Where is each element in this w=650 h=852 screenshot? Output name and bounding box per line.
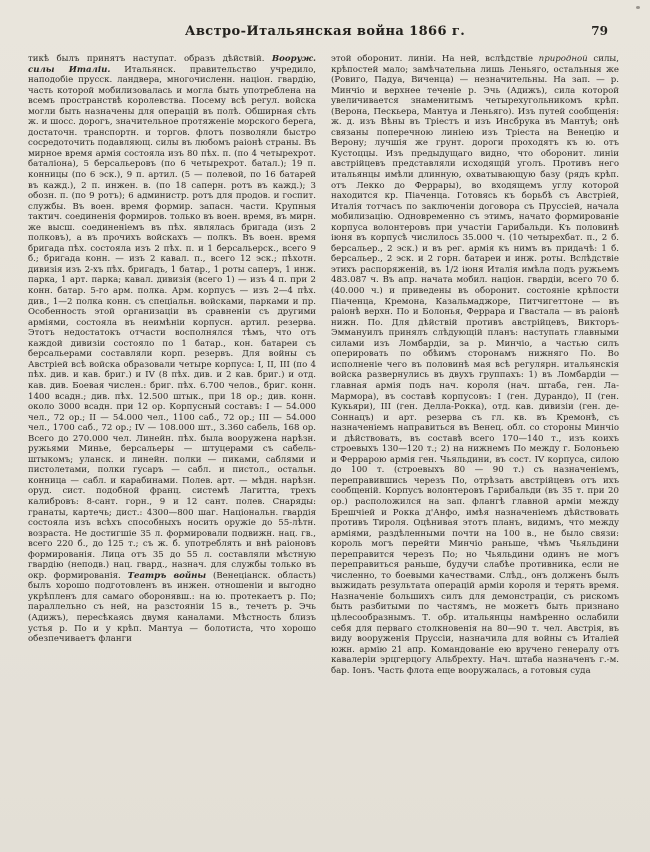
article-body: [0, 50, 650, 842]
text-run: тикѣ былъ принятъ наступат. образъ дѣйствій.: [28, 54, 272, 64]
column-text: [28, 54, 316, 645]
page-header: [0, 0, 650, 50]
page-number: 79: [591, 24, 608, 38]
text-run: (Венеціанск. область) былъ хорошо подготовленъ въ инжен. отношеніи и выгодно укрѣпленъ для самаго оборонявш.: на ю. протекаетъ р. По; параллельно съ ней, на разстояніи 15 в., течетъ р. Эчь (Адижъ), пересѣкаясь двумя каналами. Мѣстность близъ устья р. По и у крѣп. Мантуа — болотиста, что хорошо обезпечиваетъ фланги: [28, 570, 316, 645]
text-run: природной: [538, 54, 588, 64]
column-text: [331, 54, 619, 676]
left-column: [28, 54, 316, 842]
text-run: Вооруж. силы Италіи.: [28, 54, 316, 75]
text-run: этой оборонит. линіи. На ней, вслѣдствіе: [331, 54, 539, 64]
text-run: Театръ войны: [127, 570, 207, 581]
text-run: силы, крѣпостей мало; замѣчательна лишь Леньяго, остальныя же (Ровиго, Падуа, Виченца) — незначительны. На зап. — р. Минчіо и верхнее теченіе р. Эчь (Адижъ), сила которой увеличивается знаменитымъ четырехугольникомъ крѣп. (Верона, Пескьера, Мантуа и Леньяго). Изъ путей сообщенія: ж. д. изъ Вѣны въ Тріестъ и изъ Инсбрука въ Мантуѣ; онѣ связаны поперечною линіею изъ Тріеста на Венецію и Верону; лучшія же грунт. дороги проходятъ къ ю. отъ Кустоццы. Изъ предыдущаго видно, что оборонит. линіи австрійцевъ представляли исходящій уголъ. Противъ него итальянцы имѣли длинную, охватывающую базу (рядъ крѣп. отъ Лекко до Феррары), во входящемъ углу которой находится кр. Піаченца. Готовясь къ борьбѣ съ Австріей, Италія тотчасъ по заключеніи договора съ Пруссіей, начала мобилизацію. Одновременно съ этимъ, начато формированіе корпуса волонтеровъ при участіи Гарибальди. Къ половинѣ іюня въ корпусѣ числилось 35.000 ч. (10 четырехбат. п., 2 б. берсальер., 2 эск.) и въ рег. армія къ нимъ въ придачѣ: 1 б. берсальер., 2 эск. и 2 горн. батареи и инж. роты. Вслѣдствіе этихъ распоряженій, въ 1/2 іюня Италія имѣла подъ ружьемъ 483.087 ч. Въ апр. начата мобил. націон. гвардіи, всего 70 б. (40.000 ч.) и приведены въ оборонит. состояніе крѣпости Піаченца, Кремона, Казальмаджоре, Питчигеттоне — въ раіонѣ верхн. По и Болонья, Феррара и Гвастала — въ раіонѣ нижн. По. Для дѣйствій противъ австрійцевъ, Викторъ-Эммануилъ принялъ слѣдующій планъ: наступать главными силами изъ Ломбардіи, за р. Минчіо, а частью силъ оперировать по обѣимъ сторонамъ нижняго По. Во исполненіе чего въ половинѣ мая всѣ регулярн. итальянскія войска развернулись въ двухъ группахъ: 1) въ Ломбардіи — главная армія подъ нач. короля (нач. штаба, ген. Ла-Мармора), въ составѣ корпусовъ: I (ген. Дурандо), II (ген. Кукьяри), III (ген. Делла-Рокка), отд. кав. дивизіи (ген. де-Соннацъ) и арт. резерва съ гл. кв. въ Кремонѣ, съ назначеніемъ направиться въ Венец. обл. со стороны Минчіо и дѣйствовать, въ составѣ всего 170—140 т., изъ коихъ строевыхъ 130—120 т.; 2) на нижнемъ По между г. Болоньею и Феррарою армія ген. Чьяльдини, въ сост. IV корпуса, силою до 100 т. (строевыхъ 80 — 90 т.) съ назначеніемъ, переправившись черезъ По, отрѣзать австрійцевъ отъ ихъ сообщеній. Корпусъ волонтеровъ Гарибальди (въ 35 т. при 20 ор.) расположился на зап. флангѣ главной арміи между Брешчіей и Рокка д'Анфо, имѣя назначеніемъ дѣйствовать противъ Тироля. Оцѣнивая этотъ планъ, видимъ, что между арміями, раздѣленными почти на 100 в., не было связи: король могъ перейти Минчіо раньше, чѣмъ Чьяльдини переправится черезъ По; но Чьяльдини одинъ не могъ переправиться раньше, будучи слабѣе противника, если не численно, то боевыми качествами. Слѣд., онъ долженъ былъ выжидать результата операцій арміи короля и терять время. Назначеніе большихъ силъ для демонстраціи, съ рискомъ быть разбитыми по частямъ, не можетъ быть признано цѣлесообразнымъ. Т. обр. итальянцы намѣренно ослабили себя для перваго столкновенія на 80—90 т. чел. Австрія, въ виду вооруженія Пруссіи, назначила для войны съ Италіей южн. армію 21 апр. Командованіе ею вручено генералу отъ кавалеріи эрцгерцогу Альбрехту. Нач. штаба назначенъ г.-м. бар. Іонъ. Часть флота еще вооружалась, а готовыя суда: [331, 54, 619, 676]
running-title: Австро-Итальянская война 1866 г.: [184, 24, 466, 39]
right-column: [331, 54, 619, 842]
text-run: Итальянск. правительство учредило, наподобіе прусск. ландвера, многочисленн. націон. гвардію, часть которой мобилизовалась и могла быть употреблена на всемъ пространствѣ королевства. Посему всѣ регул. войска могли быть назначены для операцій въ полѣ. Обширная сѣть ж. и шосс. дорогъ, значительное протяженіе морского берега, достаточн. транспортн. и торгов. флотъ позволяли быстро сосредоточить подавляющ. силы въ любомъ раіонѣ страны. Въ мирное время армія состояла изъ 80 пѣх. п. (по 4 четырехрот. баталіона), 5 берсальеровъ (по 6 четырехрот. батал.); 19 п. конницы (по 6 эск.), 9 п. артил. (5 — полевой, по 16 батарей въ кажд.), 2 п. инжен. в. (по 18 саперн. ротъ въ кажд.); 3 обозн. п. (по 9 ротъ); 6 администр. ротъ для продов. и госпит. службы. Въ воен. время формир. запасн. части. Крупныя тактич. соединенія формиров. только въ воен. время, въ мирн. же высш. соединеніемъ въ пѣх. являлась бригада (изъ 2 полковъ), а въ прочихъ войскахъ — полкъ. Въ воен. время бригада пѣх. состояла изъ 2 пѣх. п. и 1 берсальерск., всего 9 б.; бригада конн. — изъ 2 кавал. п., всего 12 эск.; пѣхотн. дивизія изъ 2-хъ пѣх. бригадъ, 1 батар., 1 роты саперъ, 1 инж. парка, 1 арт. парка; кавал. дивизія (всего 1) — изъ 4 п. при 2 конн. батар. 5-го арм. полка. Арм. корпусъ — изъ 2—4 пѣх. див., 1—2 полка конн. съ спеціальн. войсками, парками и пр. Особенность этой организаціи въ сравненіи съ другими арміями, состояла въ неимѣніи корпусн. артил. резерва. Этотъ недостатокъ отчасти восполнялся тѣмъ, что отъ каждой дивизіи состояло по 1 батар., кон. батареи съ берсальерами составляли корп. резервъ. Для войны съ Австріей всѣ войска образовали четыре корпуса: I, II, III (по 4 пѣх. див. и кав. бриг.) и IV (8 пѣх. див. и 2 кав. бриг.) и отд. кав. див. Боевая числен.: бриг. пѣх. 6.700 челов., бриг. конн. 1400 всадн.; див. пѣх. 12.500 штык., при 18 ор.; див. конн. около 3000 всадн. при 12 ор. Корпусный составъ: I — 54.000 чел., 72 ор.; II — 54.000 чел., 1100 саб., 72 ор.; III — 54.000 чел., 1700 саб., 72 ор.; IV — 108.000 шт., 3.360 сабель, 168 ор. Всего до 270.000 чел. Линейн. пѣх. была вооружена нарѣзн. ружьями Минье, берсальеры — штуцерами съ сабель-штыкомъ; уланск. и линейн. полки — пиками, саблями и пистолетами, полки гусаръ — сабл. и пистол., остальн. конница — сабл. и карабинами. Полев. арт. — мѣдн. нарѣзн. оруд. сист. подобной франц. системѣ Лагитта, трехъ калибровъ: 8-сант. горн., 9 и 12 сант. полев. Снаряды: гранаты, картечь; дист.: 4300—800 шаг. Національн. гвардія состояла изъ всѣхъ способныхъ носить оружіе до 55-лѣтн. возраста. Не достигшіе 35 л. формировали подвижн. нац. гв., всего 220 б., до 125 т.; съ ж. б. употреблять и внѣ раіоновъ формированія. Лица отъ 35 до 55 л. составляли мѣстную гвардію (неподв.) нац. гвард., назнач. для службы только въ окр. формированія.: [28, 64, 316, 581]
